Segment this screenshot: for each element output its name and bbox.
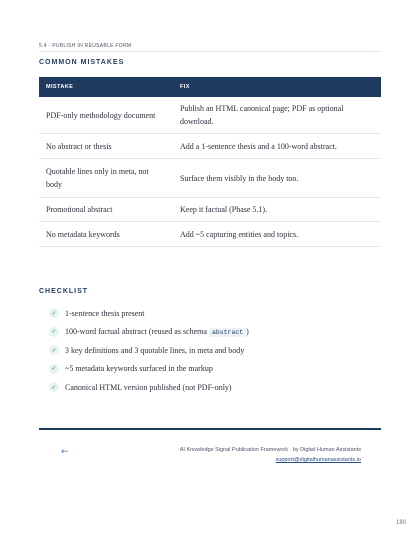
mistake-cell: PDF-only methodology document [39,97,173,134]
support-email-link[interactable]: support@digitalhumanassistants.io [275,457,361,463]
fix-cell: Surface them visibly in the body too. [173,159,381,198]
fix-cell: Keep it factual (Phase 5.1). [173,198,381,222]
table-row [39,97,381,134]
checklist-item-text: Canonical HTML version published (not PDF-only) [65,382,232,392]
checklist-item [49,304,249,323]
checklist-item [49,341,249,360]
column-header-fix: FIX [173,77,381,97]
table-row [39,134,381,159]
checklist-item-text [65,327,249,336]
mistake-cell: No metadata keywords [39,222,173,247]
check-icon: ✓ [49,327,59,337]
mistake-cell: No abstract or thesis [39,134,173,159]
check-icon: ✓ [49,308,59,318]
check-icon: ✓ [49,345,59,355]
checklist-item [49,378,249,397]
arrow-left-icon[interactable]: ← [61,447,68,457]
check-icon: ✓ [49,364,59,374]
checklist-item-text-after: ) [246,327,249,337]
mistake-cell: Quotable lines only in meta, not body [39,159,173,198]
table-row [39,198,381,222]
header-divider [39,51,381,52]
mistake-cell: Promotional abstract [39,198,173,222]
schema-code-term: abstract [209,328,246,337]
page-number: 180 [395,520,406,526]
common-mistakes-heading: COMMON MISTAKES [39,59,125,66]
table-row [39,159,381,198]
checklist-item-text: 3 key definitions and 3 quotable lines, in meta and body [65,345,245,355]
column-header-mistake: MISTAKE [39,77,173,97]
footer [180,445,361,465]
footer-divider [39,428,381,430]
footer-credit: AI Knowledge Signal Publication Framework · by Digital Human Assistants [179,447,361,453]
fix-cell: Publish an HTML canonical page; PDF as optional download. [173,97,381,134]
table-header-row [39,77,381,97]
checklist-heading: CHECKLIST [39,288,89,295]
fix-cell: Add ~5 capturing entities and topics. [173,222,381,247]
checklist-item-text: 1-sentence thesis present [65,308,145,318]
checklist-item [49,360,249,379]
checklist-item [49,323,249,342]
fix-cell: Add a 1-sentence thesis and a 100-word abstract. [173,134,381,159]
checklist-item-text-before: 100-word factual abstract (reused as schema [65,327,209,337]
check-icon: ✓ [49,382,59,392]
table-row [39,222,381,247]
checklist-item-text: ~5 metadata keywords surfaced in the markup [65,364,213,374]
checklist [49,304,249,397]
section-label: 5.4 · PUBLISH IN REUSABLE FORM [39,43,132,49]
mistakes-table [39,77,381,247]
